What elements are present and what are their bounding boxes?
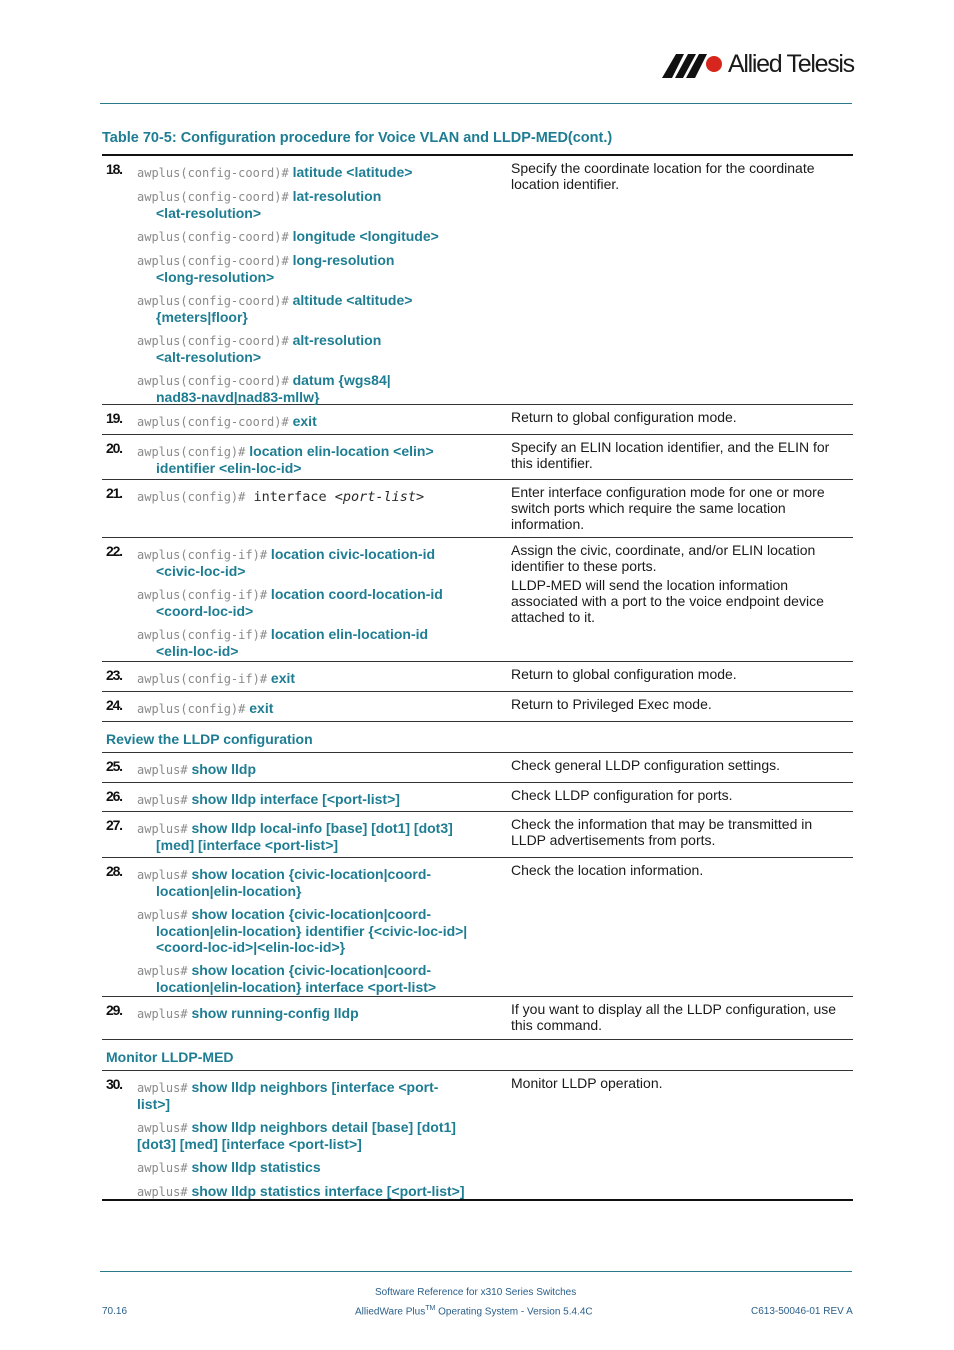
description-text: LLDP-MED will send the location information associated with a port to the voice endpoint device attached to it. [511, 577, 824, 625]
command-continuation: [med] [interface <port-list>] [156, 837, 339, 853]
command-text: exit [267, 670, 296, 686]
command-continuation: location|elin-location} interface <port-list> [156, 979, 437, 995]
command-list [137, 866, 499, 1002]
description-text: If you want to display all the LLDP configuration, use this command. [511, 1001, 837, 1033]
command [137, 586, 499, 619]
step-description [511, 696, 849, 715]
step-number: 30. [106, 1076, 122, 1092]
table-row [102, 692, 853, 722]
description-text: Monitor LLDP operation. [511, 1075, 663, 1091]
description-text: Check LLDP configuration for ports. [511, 787, 733, 803]
command-continuation: <lat-resolution> [156, 205, 262, 221]
command-prompt: awplus(config-coord)# [137, 190, 289, 204]
table-row [102, 753, 853, 783]
command-continuation: <civic-loc-id> [156, 563, 246, 579]
command-list [137, 413, 499, 437]
command [137, 906, 499, 955]
table-row [102, 783, 853, 812]
description-text: Check the information that may be transmitted in LLDP advertisements from ports. [511, 816, 813, 848]
table-row [102, 480, 853, 538]
command-text: altitude <altitude> [288, 292, 413, 308]
command-text: show location {civic-location|coord- [187, 866, 432, 882]
command-prompt: awplus(config-if)# [137, 588, 268, 602]
command-list [137, 1005, 499, 1029]
table-row [102, 1071, 853, 1199]
command-list [137, 820, 499, 860]
command [137, 1183, 499, 1200]
command-prompt: awplus(config-coord)# [137, 374, 289, 388]
footer-title: Software Reference for x310 Series Switches [375, 1287, 577, 1298]
command-continuation: <coord-loc-id>|<elin-loc-id>} [156, 939, 346, 955]
step-description [511, 409, 849, 428]
command-continuation: {meters|floor} [156, 309, 248, 325]
command [137, 1079, 499, 1112]
command [137, 164, 499, 181]
command-text: exit [288, 413, 317, 429]
description-text: Return to global configuration mode. [511, 666, 737, 682]
command-text: show lldp neighbors [interface <port- [187, 1079, 439, 1095]
command-text: show running-config lldp [187, 1005, 359, 1021]
command [137, 372, 499, 405]
step-description [511, 666, 849, 685]
step-description [511, 484, 849, 535]
table-row [102, 405, 853, 435]
command-list [137, 488, 499, 512]
command [137, 820, 499, 853]
table-row [102, 858, 853, 997]
command-text: show location {civic-location|coord- [187, 962, 432, 978]
command-list [137, 1079, 499, 1207]
command-prompt: awplus(config)# [137, 490, 246, 504]
command-text: lat-resolution [288, 188, 382, 204]
command-continuation: <coord-loc-id> [156, 603, 254, 619]
command-list [137, 700, 499, 724]
command-text: exit [245, 700, 274, 716]
step-description [511, 439, 849, 474]
command-prompt: awplus(config-if)# [137, 672, 268, 686]
step-number: 24. [106, 697, 122, 713]
table-row [102, 435, 853, 480]
table-row [102, 812, 853, 858]
description-text: Specify the coordinate location for the coordinate location identifier. [511, 160, 815, 192]
command-prompt: awplus# [137, 964, 188, 978]
table-row [102, 662, 853, 692]
command-prompt: awplus(config-coord)# [137, 415, 289, 429]
table-row [102, 156, 853, 405]
description-text: Enter interface configuration mode for one or more switch ports which require the same location information. [511, 484, 825, 532]
step-description [511, 816, 849, 851]
command [137, 252, 499, 285]
command-text: show lldp statistics interface [<port-list>] [187, 1183, 465, 1199]
step-number: 20. [106, 440, 122, 456]
command-continuation: list>] [137, 1096, 171, 1112]
command [137, 292, 499, 325]
step-number: 26. [106, 788, 122, 804]
command-prompt: awplus# [137, 908, 188, 922]
command [137, 332, 499, 365]
command-list [137, 670, 499, 694]
command-list [137, 546, 499, 666]
footer-rule [100, 1271, 852, 1272]
command [137, 791, 499, 808]
command-continuation: location|elin-location} [156, 883, 302, 899]
table-row [102, 997, 853, 1040]
command-text: show lldp [187, 761, 257, 777]
command-text: location elin-location <elin> [245, 443, 434, 459]
footer-os-name: AlliedWare Plus [355, 1306, 426, 1318]
config-procedure-table [102, 154, 853, 1201]
command-text: location coord-location-id [267, 586, 443, 602]
step-description [511, 160, 849, 195]
footer-os-version: Operating System - Version 5.4.4C [435, 1306, 593, 1318]
command-continuation: [dot3] [med] [interface <port-list>] [137, 1136, 362, 1152]
footer-tm: TM [425, 1305, 436, 1312]
command-text: latitude <latitude> [288, 164, 413, 180]
command [137, 188, 499, 221]
command-prompt: awplus# [137, 1007, 188, 1021]
command [137, 866, 499, 899]
step-number: 19. [106, 410, 122, 426]
command-continuation: <alt-resolution> [156, 349, 262, 365]
command-continuation: <elin-loc-id> [156, 643, 239, 659]
command-text: show location {civic-location|coord- [187, 906, 432, 922]
command-prompt: awplus(config-if)# [137, 548, 268, 562]
command-prompt: awplus# [137, 793, 188, 807]
logo-mark-icon [662, 54, 724, 78]
description-text: Assign the civic, coordinate, and/or ELIN location identifier to these ports. [511, 542, 816, 574]
footer-os-line [355, 1305, 593, 1317]
command-continuation: identifier <elin-loc-id> [156, 460, 302, 476]
command-prompt: awplus# [137, 1161, 188, 1175]
command [137, 1119, 499, 1152]
command-prompt: awplus# [137, 1081, 188, 1095]
brand-name: Allied Telesis [728, 50, 854, 78]
command-prompt: awplus# [137, 868, 188, 882]
command [137, 1005, 499, 1022]
command [137, 546, 499, 579]
command-prompt: awplus(config-coord)# [137, 166, 289, 180]
command [137, 443, 499, 476]
step-number: 28. [106, 863, 122, 879]
table-row [102, 538, 853, 662]
description-text: Check general LLDP configuration settings. [511, 757, 781, 773]
command [137, 670, 499, 687]
step-number: 25. [106, 758, 122, 774]
command-prompt: awplus# [137, 1185, 188, 1199]
section-title: Monitor LLDP-MED [106, 1049, 234, 1065]
step-number: 29. [106, 1002, 122, 1018]
command-prompt: awplus(config)# [137, 445, 246, 459]
command-text: interface [245, 489, 335, 505]
step-number: 27. [106, 817, 122, 833]
command-text: location elin-location-id [267, 626, 429, 642]
step-number: 23. [106, 667, 122, 683]
description-text: Return to global configuration mode. [511, 409, 737, 425]
header-rule [100, 103, 852, 104]
command-prompt: awplus# [137, 763, 188, 777]
command-text: show lldp interface [<port-list>] [187, 791, 400, 807]
step-number: 18. [106, 161, 122, 177]
command-text: location civic-location-id [267, 546, 436, 562]
command-text: datum {wgs84| [288, 372, 391, 388]
section-heading [102, 1040, 853, 1071]
command-prompt: awplus(config-coord)# [137, 230, 289, 244]
command-continuation: location|elin-location} identifier {<civic-loc-id>| [156, 923, 468, 939]
command-text: show lldp local-info [base] [dot1] [dot3] [187, 820, 453, 836]
command-list [137, 761, 499, 785]
command-text: longitude <longitude> [288, 228, 439, 244]
command-list [137, 164, 499, 412]
step-description [511, 542, 849, 628]
command [137, 761, 499, 778]
command [137, 413, 499, 430]
command-param: <port-list> [334, 489, 425, 505]
command-prompt: awplus(config-if)# [137, 628, 268, 642]
step-description [511, 757, 849, 776]
command-prompt: awplus(config-coord)# [137, 294, 289, 308]
command [137, 488, 499, 505]
command-prompt: awplus(config)# [137, 702, 246, 716]
command-list [137, 443, 499, 483]
step-description [511, 787, 849, 806]
command-prompt: awplus(config-coord)# [137, 334, 289, 348]
command [137, 626, 499, 659]
command [137, 700, 499, 717]
step-description [511, 862, 849, 881]
command-text: alt-resolution [288, 332, 382, 348]
command-text: show lldp statistics [187, 1159, 321, 1175]
allied-telesis-logo [662, 48, 854, 80]
page-number: 70.16 [102, 1306, 128, 1317]
command-prompt: awplus# [137, 1121, 188, 1135]
command-text: show lldp neighbors detail [base] [dot1] [187, 1119, 456, 1135]
step-description [511, 1001, 849, 1036]
command-text: long-resolution [288, 252, 395, 268]
step-number: 22. [106, 543, 122, 559]
table-title: Table 70-5: Configuration procedure for Voice VLAN and LLDP-MED(cont.) [102, 130, 613, 146]
command [137, 1159, 499, 1176]
command-prompt: awplus(config-coord)# [137, 254, 289, 268]
step-description [511, 1075, 849, 1094]
description-text: Check the location information. [511, 862, 704, 878]
command-continuation: nad83-navd|nad83-mllw} [156, 389, 320, 405]
description-text: Specify an ELIN location identifier, and the ELIN for this identifier. [511, 439, 830, 471]
command-continuation: <long-resolution> [156, 269, 275, 285]
section-title: Review the LLDP configuration [106, 731, 313, 747]
section-heading [102, 722, 853, 753]
description-text: Return to Privileged Exec mode. [511, 696, 712, 712]
step-number: 21. [106, 485, 122, 501]
doc-number: C613-50046-01 REV A [751, 1306, 853, 1317]
command [137, 228, 499, 245]
command-prompt: awplus# [137, 822, 188, 836]
command [137, 962, 499, 995]
